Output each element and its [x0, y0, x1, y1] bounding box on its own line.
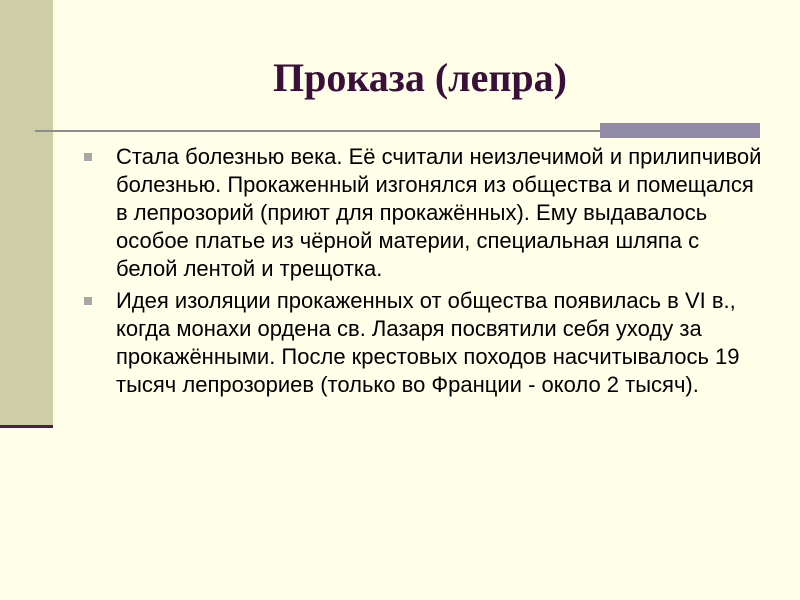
bullet-text: Стала болезнью века. Её считали неизлечимой и прилипчивой болезнью. Прокаженный изгонялся из общества и помещался в лепрозорий (приют для прокажённых). Ему выдавалось особое платье из чёрной материи, специальная шляпа с белой лентой и трещотка.	[116, 144, 762, 281]
bullet-list	[82, 143, 762, 403]
square-bullet-icon	[84, 153, 92, 161]
left-bar-underline	[0, 425, 53, 428]
bullet-item	[82, 143, 762, 283]
bullet-item	[82, 287, 762, 399]
divider-accent-block	[600, 123, 760, 138]
bullet-text: Идея изоляции прокаженных от общества появилась в VI в., когда монахи ордена св. Лазаря посвятили себя уходу за прокажёнными. После крестовых походов насчитывалось 19 тысяч лепрозориев (только во Франции - около 2 тысяч).	[116, 288, 740, 397]
slide-title: Проказа (лепра)	[272, 55, 567, 100]
square-bullet-icon	[84, 297, 92, 305]
